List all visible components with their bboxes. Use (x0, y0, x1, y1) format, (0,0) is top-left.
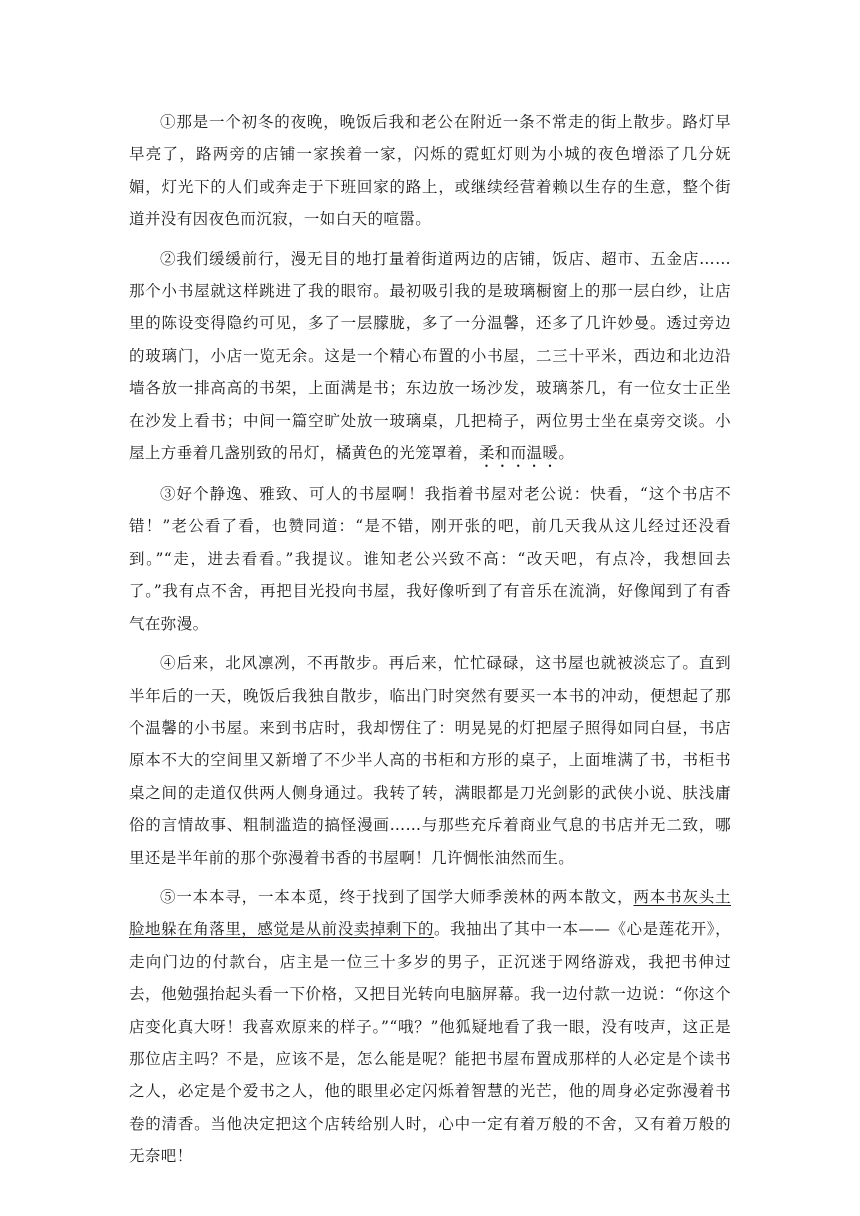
paragraph-1 (129, 106, 731, 236)
paragraph-text: ④后来，北风凛冽，不再散步。再后来，忙忙碌碌，这书屋也就被淡忘了。直到半年后的一天，晚饭后我独自散步，临出门时突然有要买一本书的冲动，便想起了那个温馨的小书屋。来到书店时，我却愣住了：明晃晃的灯把屋子照得如同白昼，书店原本不大的空间里又新增了不少半人高的书柜和方形的桌子，上面堆满了书，书柜书桌之间的走道仅供两人侧身通过。我转了转，满眼都是刀光剑影的武侠小说、肤浅庸俗的言情故事、粗制滥造的搞怪漫画……与那些充斥着商业气息的书店并无二致，哪里还是半年前的那个弥漫着书香的书屋啊！几许惆怅油然而生。 (129, 654, 731, 867)
paragraph-text: ①那是一个初冬的夜晚，晚饭后我和老公在附近一条不常走的街上散步。路灯早早亮了，路两旁的店铺一家挨着一家，闪烁的霓虹灯则为小城的夜色增添了几分妩媚，灯光下的人们或奔走于下班回家的路上，或继续经营着赖以生存的生意，整个街道并没有因夜色而沉寂，一如白天的喧嚣。 (129, 113, 731, 229)
paragraph-text: 。 (558, 444, 575, 463)
underlined-sentence: 两本书灰头土脸地躲在角落里，感觉是从前没卖掉剩下的 (129, 887, 731, 939)
paragraph-2 (129, 243, 731, 471)
paragraph-text: ⑤一本本寻，一本本觅，终于找到了国学大师季羡林的两本散文， (160, 887, 634, 906)
paragraph-5 (129, 881, 731, 1173)
article-body (129, 106, 731, 1173)
emphasized-phrase: 柔和而温暖 (478, 444, 559, 463)
paragraph-4 (129, 647, 731, 874)
paragraph-text: ③好个静逸、雅致、可人的书屋啊！我指着书屋对老公说：快看，“这个书店不错！”老公看了看，也赞同道：“是不错，刚开张的吧，前几天我从这儿经过还没看到。”“走，进去看看。”我提议。谁知老公兴致不高：“改天吧，有点冷，我想回去了。”我有点不舍，再把目光投向书屋，我好像听到了有音乐在流淌，好像闻到了有香气在弥漫。 (129, 485, 731, 633)
paragraph-text: 。我抽出了其中一本——《心是莲花开》，走向门边的付款台，店主是一位三十多岁的男子，正沉迷于网络游戏，我把书伸过去，他勉强抬起头看一下价格，又把目光转向电脑屏幕。我一边付款一边说：“你这个店变化真大呀！我喜欢原来的样子。”“哦？”他狐疑地看了我一眼，没有吱声，这正是那位店主吗？不是，应该不是，怎么能是呢？能把书屋布置成那样的人必定是个读书之人，必定是个爱书之人，他的眼里必定闪烁着智慧的光芒，他的周身必定弥漫着书卷的清香。当他决定把这个店转给别人时，心中一定有着万般的不舍，又有着万般的无奈吧！ (129, 920, 731, 1166)
paragraph-3 (129, 478, 731, 640)
paragraph-text: ②我们缓缓前行，漫无目的地打量着街道两边的店铺，饭店、超市、五金店……那个小书屋就这样跳进了我的眼帘。最初吸引我的是玻璃橱窗上的那一层白纱，让店里的陈设变得隐约可见，多了一层朦胧，多了一分温馨，还多了几许妙曼。透过旁边的玻璃门，小店一览无余。这是一个精心布置的小书屋，二三十平米，西边和北边沿墙各放一排高高的书架，上面满是书；东边放一场沙发，玻璃茶几，有一位女士正坐在沙发上看书；中间一篇空旷处放一玻璃桌，几把椅子，两位男士坐在桌旁交谈。小屋上方垂着几盏别致的吊灯，橘黄色的光笼罩着， (129, 249, 731, 463)
